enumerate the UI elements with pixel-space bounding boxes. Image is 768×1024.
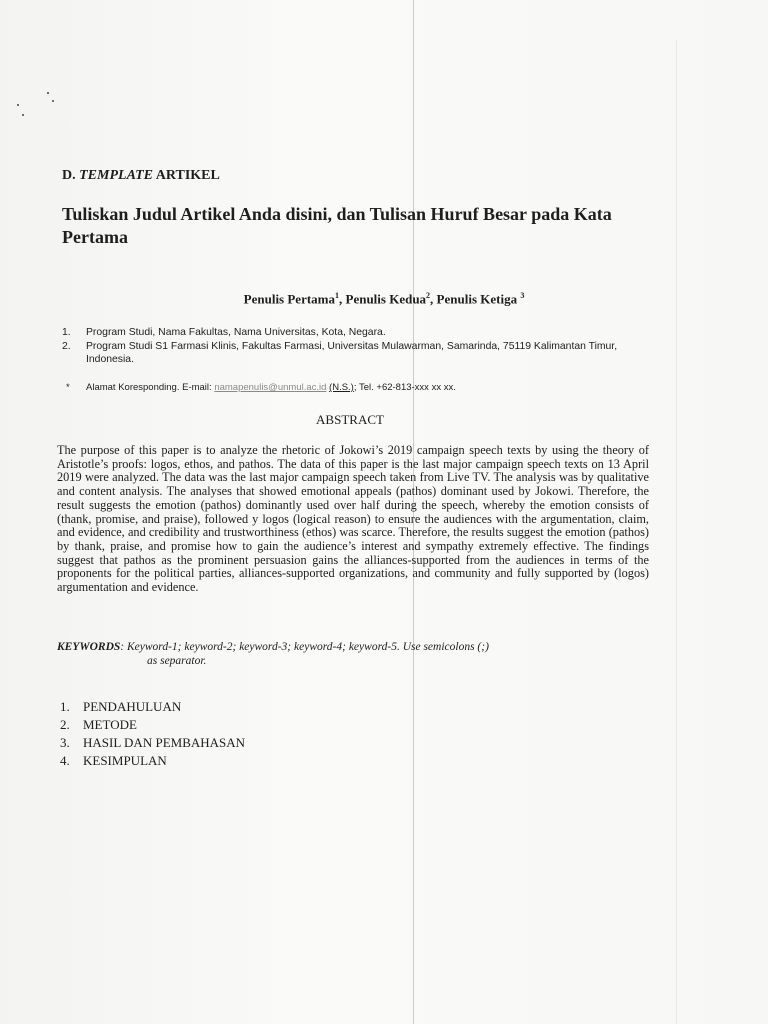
section-outline-item <box>60 752 245 770</box>
keywords-line-2: as separator. <box>147 654 207 667</box>
correspondence-email-link[interactable]: namapenulis@unmul.ac.id <box>214 382 327 393</box>
section-outline-item <box>60 734 245 752</box>
page-shadow-line <box>676 40 677 1024</box>
section-heading-prefix: D. <box>62 168 76 183</box>
section-number: 4. <box>60 753 70 768</box>
section-heading <box>62 168 220 184</box>
author-name: Penulis Pertama <box>243 291 335 307</box>
correspondence-separator: ; <box>353 382 357 393</box>
keywords-label: KEYWORDS <box>57 641 121 653</box>
author-name: Penulis Ketiga <box>436 291 518 307</box>
correspondence-initials: (N.S.) <box>329 382 354 393</box>
correspondence-marker: * <box>66 382 70 393</box>
author-affil-mark: 3 <box>520 291 525 300</box>
abstract-title: ABSTRACT <box>316 412 384 427</box>
affiliation-item <box>62 340 652 367</box>
section-label: METODE <box>83 717 137 732</box>
section-label: HASIL DAN PEMBAHASAN <box>83 735 246 750</box>
affiliation-number: 2. <box>62 340 71 352</box>
section-label: KESIMPULAN <box>83 753 167 768</box>
affiliation-item <box>62 326 652 340</box>
section-outline <box>60 698 245 770</box>
author-affil-mark: 1 <box>335 291 339 300</box>
section-number: 2. <box>60 717 70 732</box>
section-number: 1. <box>60 699 70 714</box>
author-affil-mark: 2 <box>426 291 431 300</box>
section-heading-rest: ARTIKEL <box>155 168 220 183</box>
section-label: PENDAHULUAN <box>83 699 182 714</box>
scan-speck <box>17 104 19 106</box>
correspondence-label: Alamat Koresponding. E-mail: <box>86 382 212 393</box>
keywords-block <box>57 641 617 668</box>
affiliation-text: Program Studi S1 Farmasi Klinis, Fakultas Farmasi, Universitas Mulawarman, Samarinda, 75119 Kalimantan Timur, Indonesia. <box>86 340 618 366</box>
affiliation-number: 1. <box>62 327 71 338</box>
article-title: Tuliskan Judul Artikel Anda disini, dan Tulisan Huruf Besar pada Kata Pertama <box>62 204 612 247</box>
correspondence-line <box>66 382 456 393</box>
section-outline-item <box>60 698 245 716</box>
author-name: Penulis Kedua <box>345 291 427 307</box>
author-separator: , <box>339 291 346 307</box>
correspondence-phone: Tel. +62-813-xxx xx xx. <box>358 382 456 393</box>
author-list <box>0 291 768 307</box>
affiliation-text: Program Studi, Nama Fakultas, Nama Universitas, Kota, Negara. <box>86 327 386 338</box>
author-separator: , <box>430 291 437 307</box>
affiliation-list <box>62 326 652 367</box>
keywords-colon: : <box>120 641 125 653</box>
scan-speck <box>22 114 24 116</box>
scan-speck <box>47 92 49 94</box>
abstract-body: The purpose of this paper is to analyze the rhetoric of Jokowi’s 2019 campaign speech texts by using the theory of Aristotle’s proofs: logos, ethos, and pathos. The data of this paper is the last major campaign speech texts on 13 April 2019 were analyzed. The data was the last major campaign speech taken from Live TV. The analysis was by qualitative and content analysis. The analyses that showed emotional appeals (pathos) dominant used by Jokowi. Therefore, the result suggests the emotion (pathos) dominantly used over half during the speech, whereby the emotion consists of (thank, promise, and praise), followed y logos (logical reason) to ensure the audiences with the argumentation, claim, and evidence, and credibility and trustworthiness (ethos) was scarce. Therefore, the results suggest the emotion (pathos) by thank, praise, and promise how to gain the audience’s interest and sympathy extremely effective. The findings suggest that pathos as the prominent persuasion gains the alliances-supported from the audiences in terms of the proponents for the political parties, alliances-supported organizations, and community and fully supported by (logos) argumentation and evidence. <box>57 443 649 595</box>
section-heading-italic: TEMPLATE <box>79 168 154 183</box>
section-outline-item <box>60 716 245 734</box>
keywords-line-1: Keyword-1; keyword-2; keyword-3; keyword-4; keyword-5. Use semicolons (;) <box>127 641 489 653</box>
section-number: 3. <box>60 735 70 750</box>
scan-speck <box>52 100 54 102</box>
